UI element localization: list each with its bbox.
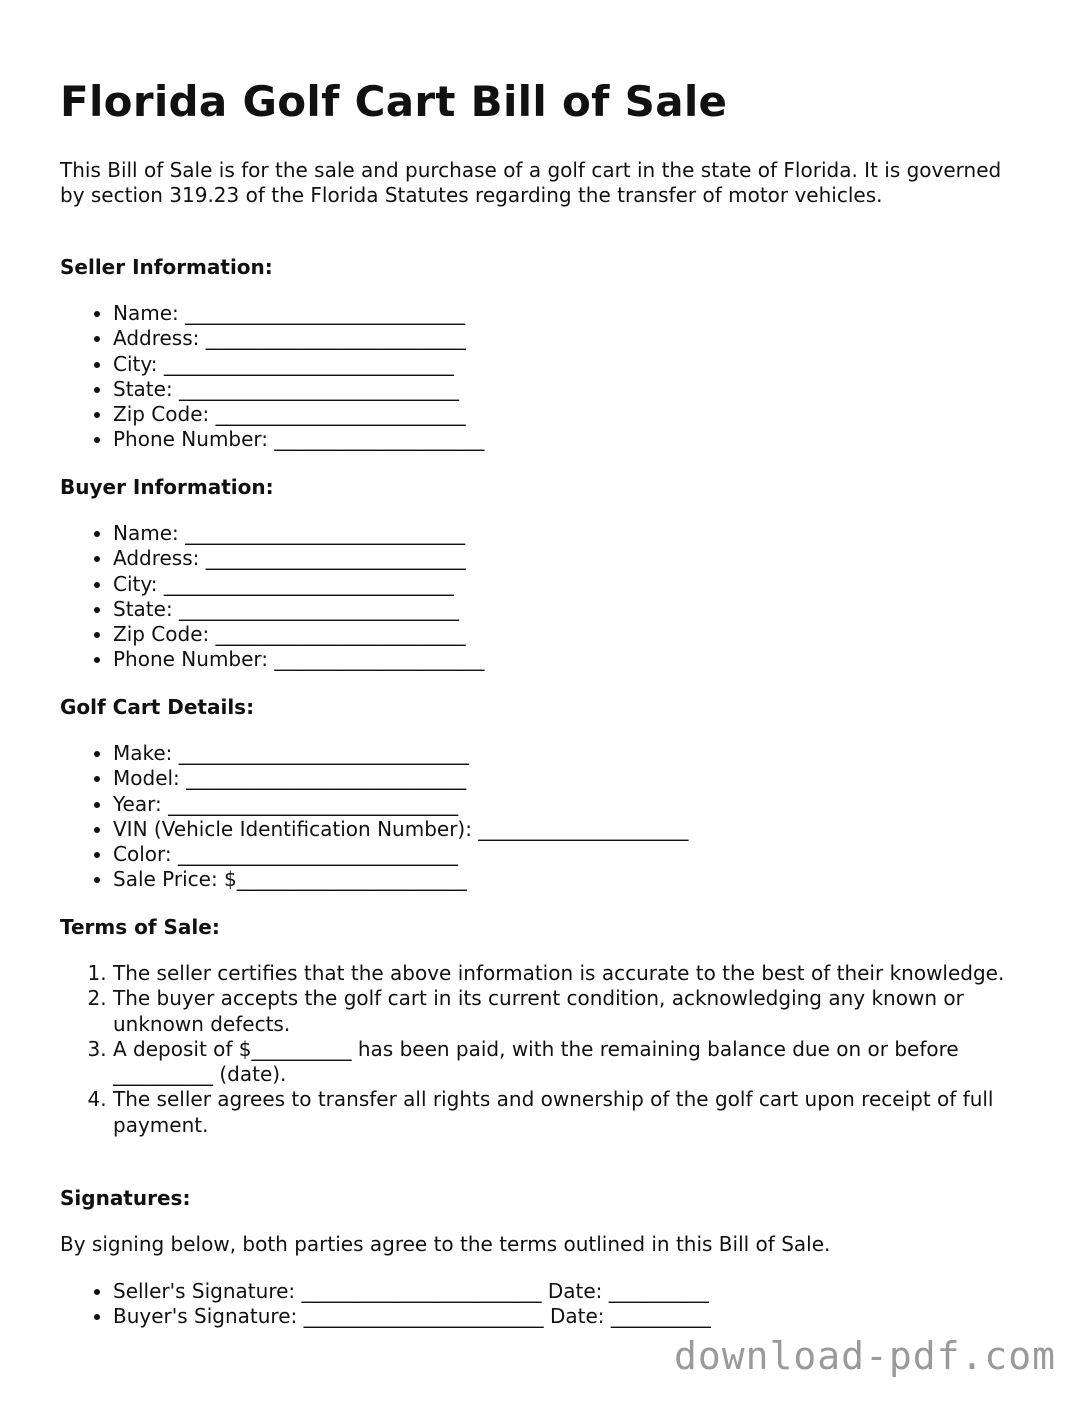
seller-signature-line: • Seller's Signature: ________________________ Date: __________ <box>113 1279 1040 1304</box>
buyer-list <box>60 521 1040 673</box>
terms-item: 1. The seller certifies that the above information is accurate to the best of their knowledge. <box>113 961 1040 986</box>
terms-heading: Terms of Sale: <box>60 915 220 939</box>
signatures-text: By signing below, both parties agree to the terms outlined in this Bill of Sale. <box>60 1232 831 1256</box>
seller-list <box>60 301 1040 453</box>
signatures-heading: Signatures: <box>60 1186 191 1210</box>
buyer-city-line: • City: _____________________________ <box>113 572 1040 597</box>
watermark: download-pdf.com <box>673 1334 1056 1378</box>
cart-list <box>60 741 1040 893</box>
seller-name-line: • Name: ____________________________ <box>113 301 1040 326</box>
seller-phone-line: • Phone Number: _____________________ <box>113 427 1040 452</box>
cart-vin-line: • VIN (Vehicle Identification Number): _____________________ <box>113 817 1040 842</box>
buyer-zip-line: • Zip Code: _________________________ <box>113 622 1040 647</box>
terms-item: 4. The seller agrees to transfer all rights and ownership of the golf cart upon receipt of full payment. <box>113 1087 1040 1138</box>
signature-list <box>60 1279 1040 1330</box>
buyer-name-line: • Name: ____________________________ <box>113 521 1040 546</box>
cart-color-line: • Color: ____________________________ <box>113 842 1040 867</box>
buyer-address-line: • Address: __________________________ <box>113 546 1040 571</box>
cart-make-line: • Make: _____________________________ <box>113 741 1040 766</box>
seller-state-line: • State: ____________________________ <box>113 377 1040 402</box>
seller-heading: Seller Information: <box>60 255 273 279</box>
seller-address-line: • Address: __________________________ <box>113 326 1040 351</box>
seller-city-line: • City: _____________________________ <box>113 352 1040 377</box>
buyer-signature-line: • Buyer's Signature: ________________________ Date: __________ <box>113 1304 1040 1329</box>
cart-year-line: • Year: _____________________________ <box>113 792 1040 817</box>
seller-zip-line: • Zip Code: _________________________ <box>113 402 1040 427</box>
cart-heading: Golf Cart Details: <box>60 695 255 719</box>
terms-list <box>60 961 1040 1138</box>
buyer-phone-line: • Phone Number: _____________________ <box>113 647 1040 672</box>
document-title: Florida Golf Cart Bill of Sale <box>60 77 728 126</box>
cart-price-line: • Sale Price: $_______________________ <box>113 867 1040 892</box>
terms-item: 2. The buyer accepts the golf cart in its current condition, acknowledging any known or unknown defects. <box>113 986 1040 1037</box>
buyer-heading: Buyer Information: <box>60 475 274 499</box>
intro-paragraph: This Bill of Sale is for the sale and purchase of a golf cart in the state of Florida. It is governed by section 319.23 of the Florida Statutes regarding the transfer of motor vehicles. <box>60 158 1002 208</box>
cart-model-line: • Model: ____________________________ <box>113 766 1040 791</box>
terms-item: 3. A deposit of $__________ has been paid, with the remaining balance due on or before __________ (date). <box>113 1037 1040 1088</box>
buyer-state-line: • State: ____________________________ <box>113 597 1040 622</box>
